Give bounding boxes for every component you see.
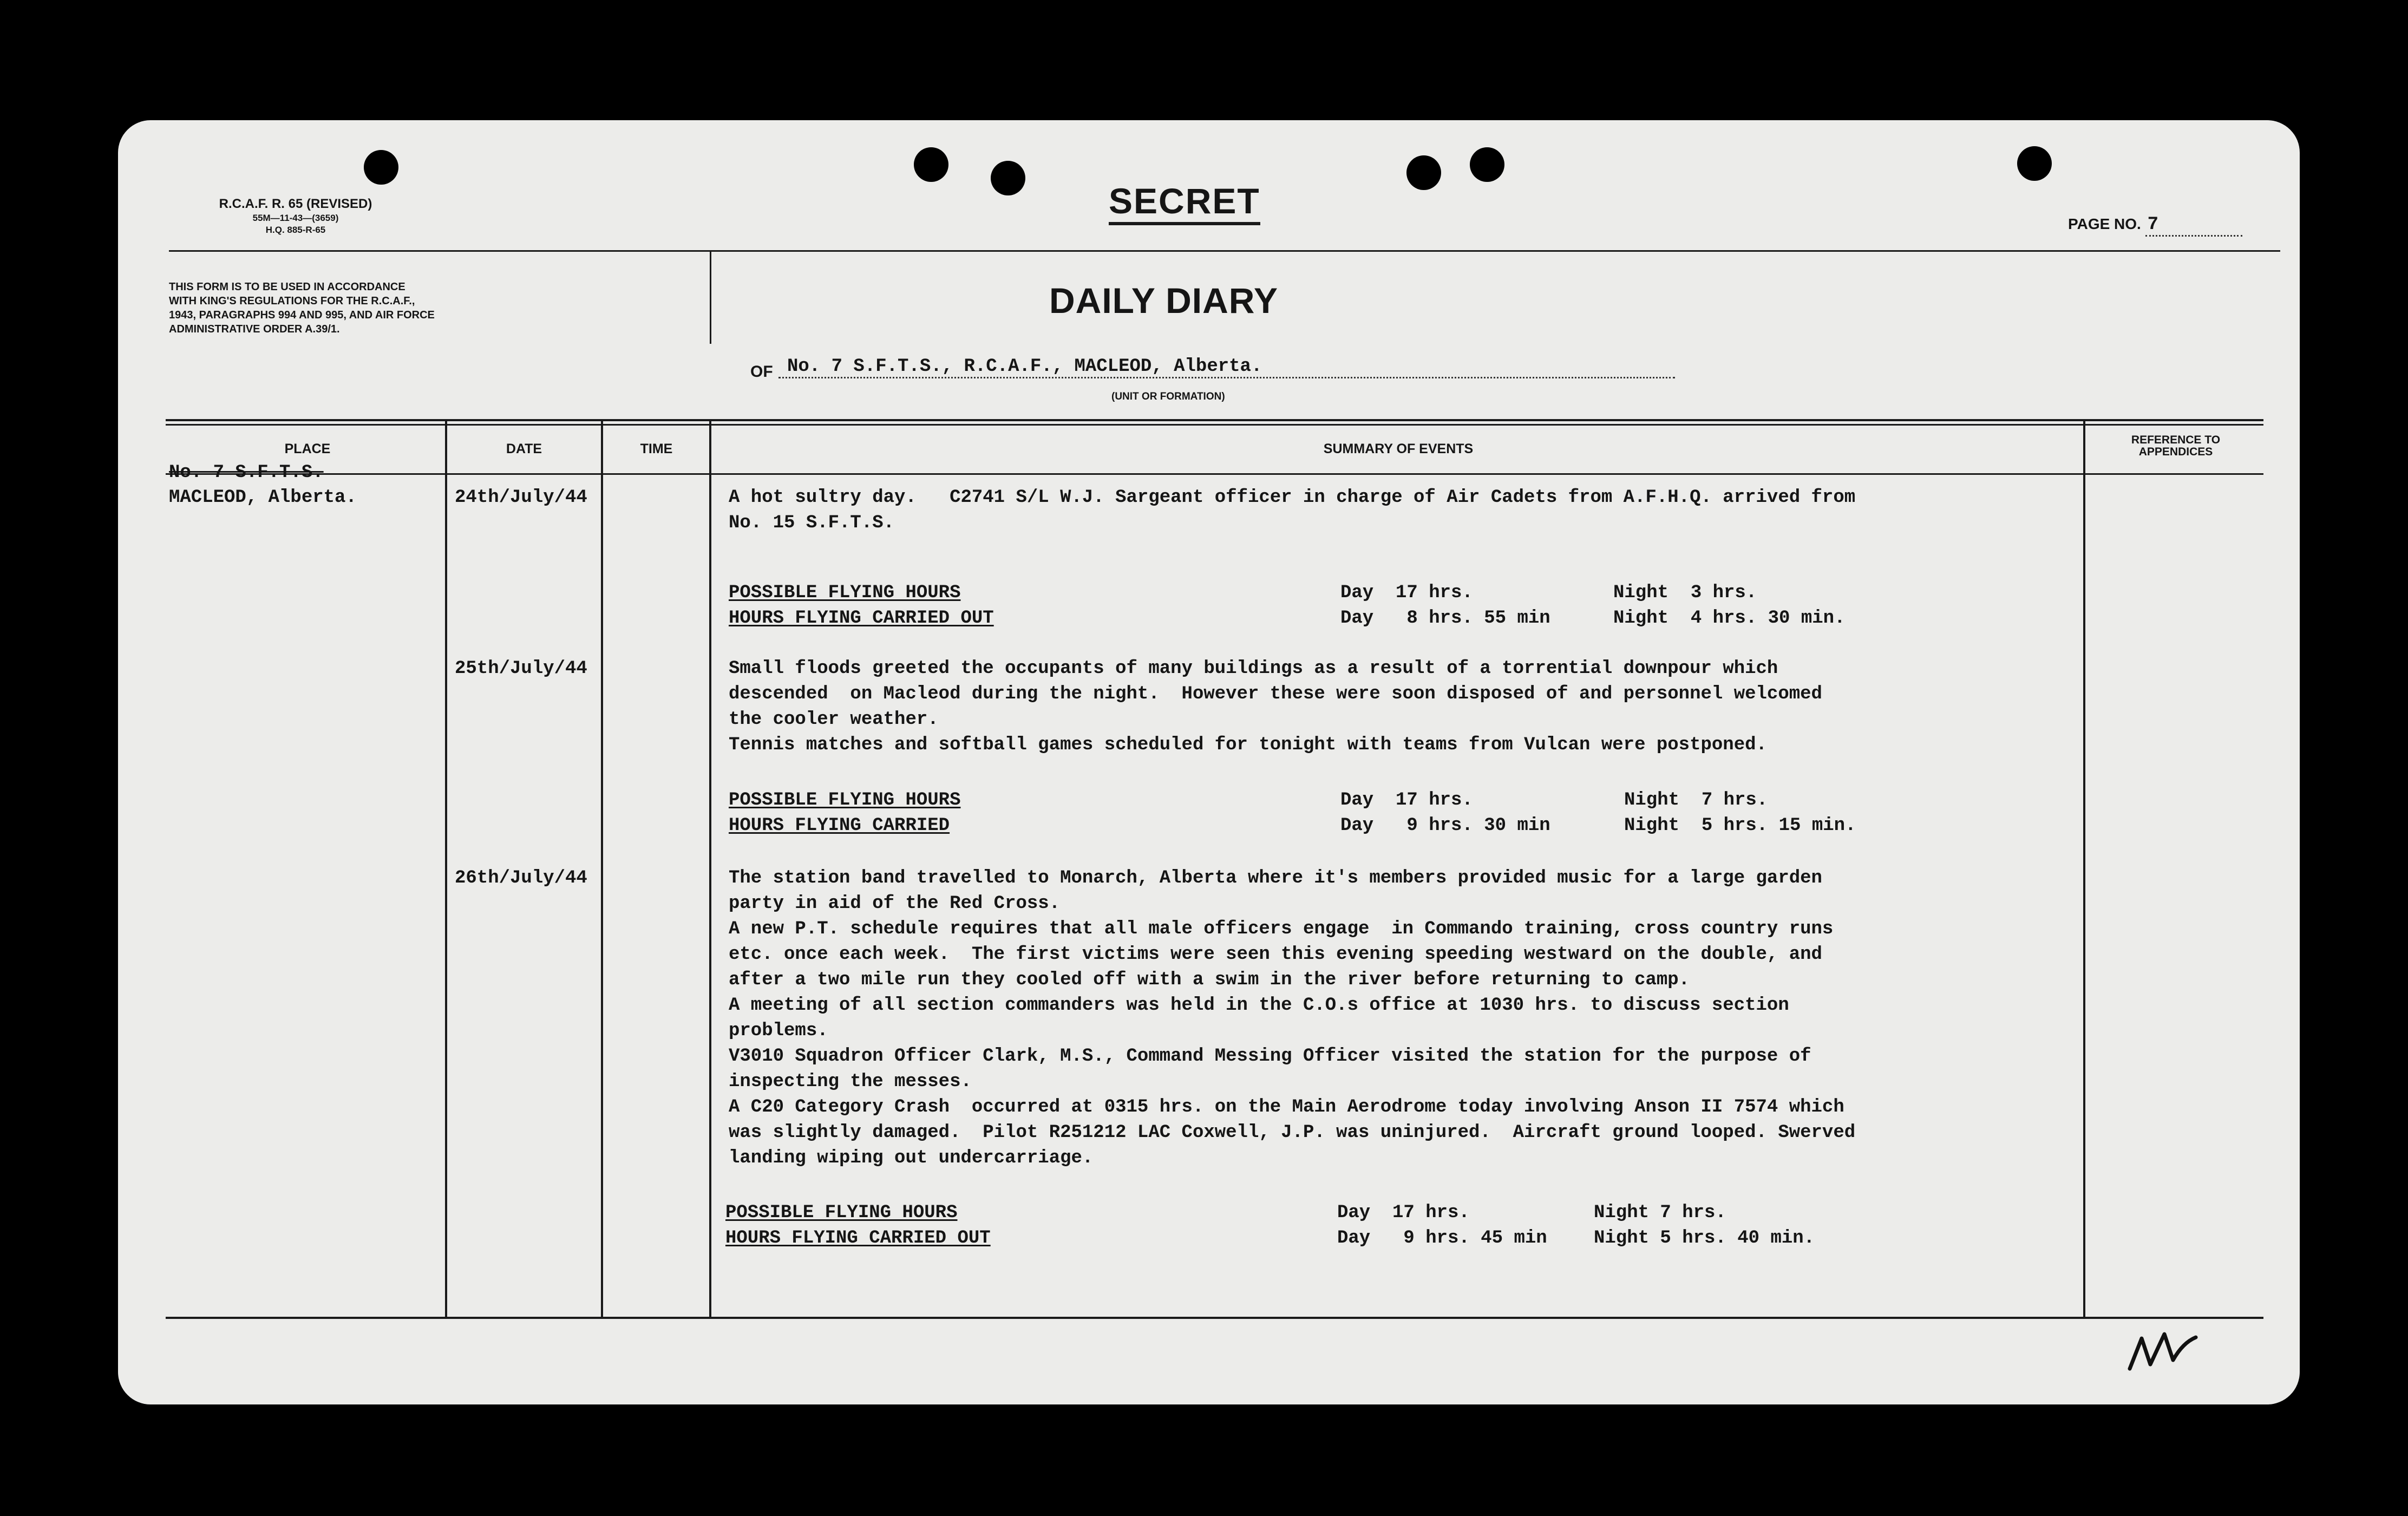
punch-hole <box>364 150 398 185</box>
summary-line: landing wiping out undercarriage. <box>729 1148 1094 1168</box>
column-header-date: DATE <box>506 441 542 456</box>
column-divider-date <box>601 421 603 1318</box>
entry-date: 24th/July/44 <box>455 487 587 508</box>
form-code-line: H.Q. 885-R-65 <box>265 225 326 235</box>
summary-line: was slightly damaged. Pilot R251212 LAC Coxwell, J.P. was uninjured. Aircraft ground looped. Swerved <box>729 1122 1856 1143</box>
carried-day-hours: Day 8 hrs. 55 min <box>1340 608 1550 629</box>
page-number <box>2068 214 2242 237</box>
column-header-summary: SUMMARY OF EVENTS <box>1323 441 1474 456</box>
form-code-line: 55M—11-43—(3659) <box>252 213 339 223</box>
regulation-note-line: ADMINISTRATIVE ORDER A.39/1. <box>169 323 340 335</box>
punch-hole <box>991 161 1025 195</box>
punch-hole <box>1406 155 1441 190</box>
regulation-note-line: THIS FORM IS TO BE USED IN ACCORDANCE <box>169 281 405 293</box>
carried-day-hours: Day 9 hrs. 30 min <box>1340 815 1550 836</box>
possible-night-hours: Night 7 hrs. <box>1624 790 1768 811</box>
carried-night-hours: Night 5 hrs. 15 min. <box>1624 815 1856 836</box>
header-rule <box>169 250 2280 252</box>
column-header-time: TIME <box>640 441 673 456</box>
page-number-value: 7 <box>2145 214 2242 237</box>
column-divider-summary <box>2083 421 2085 1318</box>
entry-date: 25th/July/44 <box>455 658 587 679</box>
carried-flying-label: HOURS FLYING CARRIED OUT <box>729 608 994 629</box>
summary-line: No. 15 S.F.T.S. <box>729 513 895 533</box>
column-header-reference <box>2086 434 2265 458</box>
possible-night-hours: Night 3 hrs. <box>1613 583 1757 603</box>
form-code-line: R.C.A.F. R. 65 (REVISED) <box>219 197 372 211</box>
column-divider-place <box>445 421 447 1318</box>
summary-line: Tennis matches and softball games scheduled for tonight with teams from Vulcan were postponed. <box>729 735 1767 755</box>
summary-line: problems. <box>729 1021 828 1041</box>
regulation-note-line: 1943, PARAGRAPHS 994 AND 995, AND AIR FORCE <box>169 309 435 321</box>
summary-line: A hot sultry day. C2741 S/L W.J. Sargeant officer in charge of Air Cadets from A.F.H.Q. arrived from <box>729 487 1856 508</box>
note-divider <box>710 252 711 344</box>
summary-line: descended on Macleod during the night. However these were soon disposed of and personnel welcomed <box>729 684 1822 704</box>
summary-line: The station band travelled to Monarch, Alberta where it's members provided music for a large garden <box>729 868 1822 888</box>
possible-day-hours: Day 17 hrs. <box>1340 790 1473 811</box>
unit-field: No. 7 S.F.T.S., R.C.A.F., MACLEOD, Alberta. <box>778 356 1675 378</box>
of-label: OF <box>750 363 773 381</box>
possible-day-hours: Day 17 hrs. <box>1340 583 1473 603</box>
column-header-reference-line: REFERENCE TO <box>2131 434 2221 446</box>
summary-line: Small floods greeted the occupants of many buildings as a result of a torrential downpour which <box>729 658 1778 679</box>
carried-day-hours: Day 9 hrs. 45 min <box>1337 1228 1547 1249</box>
summary-line: A new P.T. schedule requires that all male officers engage in Commando training, cross country runs <box>729 919 1834 939</box>
punch-hole <box>914 147 948 182</box>
page-title: DAILY DIARY <box>1049 280 1278 321</box>
summary-line: A C20 Category Crash occurred at 0315 hrs. on the Main Aerodrome today involving Anson II 7574 which <box>729 1097 1844 1118</box>
regulation-note <box>169 280 515 336</box>
form-code <box>182 196 409 236</box>
punch-hole <box>1470 147 1504 182</box>
column-header-rule <box>166 473 2263 475</box>
column-header-place: PLACE <box>284 441 331 456</box>
carried-flying-label: HOURS FLYING CARRIED OUT <box>725 1228 991 1249</box>
possible-night-hours: Night 7 hrs. <box>1594 1203 1726 1223</box>
regulation-note-line: WITH KING'S REGULATIONS FOR THE R.C.A.F., <box>169 295 415 307</box>
entry-date: 26th/July/44 <box>455 868 587 888</box>
punch-hole <box>2017 146 2052 181</box>
handwritten-initials <box>2126 1327 2202 1375</box>
possible-flying-label: POSSIBLE FLYING HOURS <box>729 583 961 603</box>
summary-line: V3010 Squadron Officer Clark, M.S., Command Messing Officer visited the station for the purpose of <box>729 1046 1811 1067</box>
summary-line: A meeting of all section commanders was held in the C.O.s office at 1030 hrs. to discuss section <box>729 995 1789 1016</box>
carried-night-hours: Night 4 hrs. 30 min. <box>1613 608 1846 629</box>
table-top-rule <box>166 424 2263 426</box>
table-top-rule <box>166 419 2263 421</box>
carried-night-hours: Night 5 hrs. 40 min. <box>1594 1228 1815 1249</box>
page-number-label: PAGE NO. <box>2068 215 2141 232</box>
column-header-reference-line: APPENDICES <box>2138 446 2213 458</box>
possible-flying-label: POSSIBLE FLYING HOURS <box>729 790 961 811</box>
place-line: MACLEOD, Alberta. <box>169 487 357 508</box>
unit-caption: (UNIT OR FORMATION) <box>1111 391 1225 402</box>
summary-line: the cooler weather. <box>729 709 939 730</box>
summary-line: etc. once each week. The first victims were seen this evening speeding westward on the double, and <box>729 944 1822 965</box>
summary-line: inspecting the messes. <box>729 1071 972 1092</box>
classification-stamp: SECRET <box>1109 180 1260 225</box>
summary-line: party in aid of the Red Cross. <box>729 893 1061 914</box>
column-divider-time <box>709 421 711 1318</box>
diary-form-card <box>118 120 2300 1404</box>
place-line: No. 7 S.F.T.S. <box>169 462 324 483</box>
carried-flying-label: HOURS FLYING CARRIED <box>729 815 950 836</box>
summary-line: after a two mile run they cooled off with a swim in the river before returning to camp. <box>729 970 1690 990</box>
table-bottom-rule <box>166 1317 2263 1319</box>
possible-day-hours: Day 17 hrs. <box>1337 1203 1470 1223</box>
possible-flying-label: POSSIBLE FLYING HOURS <box>725 1203 958 1223</box>
